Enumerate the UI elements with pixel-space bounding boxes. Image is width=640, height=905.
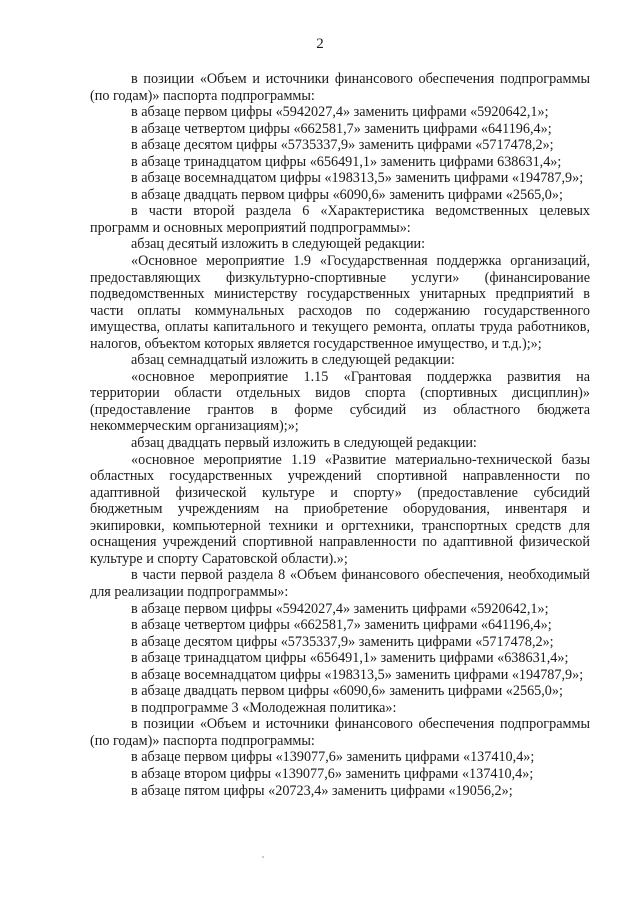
paragraph: в части первой раздела 8 «Объем финансового обеспечения, необходимый для реализации подпрограммы»:: [90, 567, 590, 600]
paragraph: в абзаце первом цифры «5942027,4» заменить цифрами «5920642,1»;: [131, 600, 549, 617]
paragraph: в абзаце четвертом цифры «662581,7» заменить цифрами «641196,4»;: [131, 617, 552, 634]
paragraph: в абзаце четвертом цифры «662581,7» заменить цифрами «641196,4»;: [131, 120, 552, 137]
paragraph: «Основное мероприятие 1.9 «Государственная поддержка организаций, предоставляющих физкультурно-спортивные услуги» (финансирование подведомственных министерству государственных унитарных предприятий в части оплаты коммунальных расходов по содержанию государственного имущества, оплаты капитального и текущего ремонта, оплаты труда работников, налогов, объектом которых является государственное имущество, и т.д.);»;: [90, 253, 590, 352]
paragraph: в абзаце двадцать первом цифры «6090,6» заменить цифрами «2565,0»;: [131, 186, 563, 203]
paragraph: в абзаце десятом цифры «5735337,9» заменить цифрами «5717478,2»;: [131, 633, 554, 650]
paragraph: в позиции «Объем и источники финансового обеспечения подпрограммы (по годам)» паспорта подпрограммы:: [90, 71, 590, 104]
paragraph: в абзаце двадцать первом цифры «6090,6» заменить цифрами «2565,0»;: [131, 683, 563, 700]
page-number: 2: [316, 36, 324, 52]
document-body: [90, 71, 590, 799]
paragraph: в абзаце втором цифры «139077,6» заменить цифрами «137410,4»;: [131, 765, 534, 782]
paragraph: в абзаце первом цифры «5942027,4» заменить цифрами «5920642,1»;: [131, 104, 549, 121]
paragraph: в части второй раздела 6 «Характеристика ведомственных целевых программ и основных мероприятий подпрограммы»:: [90, 203, 590, 236]
paragraph: в позиции «Объем и источники финансового обеспечения подпрограммы (по годам)» паспорта подпрограммы:: [90, 716, 590, 749]
paragraph: абзац десятый изложить в следующей редакции:: [131, 236, 426, 253]
paragraph: в абзаце пятом цифры «20723,4» заменить цифрами «19056,2»;: [131, 782, 513, 799]
paragraph: в подпрограмме 3 «Молодежная политика»:: [131, 699, 397, 716]
paragraph: в абзаце десятом цифры «5735337,9» заменить цифрами «5717478,2»;: [131, 137, 554, 154]
scan-speck: [262, 856, 264, 858]
paragraph: «основное мероприятие 1.19 «Развитие материально-технической базы областных государственных учреждений спортивной направленности по адаптивной физической культуре и спорту» (предоставление субсидий бюджетным учреждениям на приобретение оборудования, инвентаря и экипировки, компьютерной техники и оргтехники, транспортных средств для оснащения учреждений спортивной направленности по адаптивной физической культуре и спорту Саратовской области).»;: [90, 451, 590, 567]
paragraph: «основное мероприятие 1.15 «Грантовая поддержка развития на территории области отдельных видов спорта (спортивных дисциплин)» (предоставление грантов в форме субсидий из областного бюджета некоммерческим организациям);»;: [90, 368, 590, 435]
paragraph: абзац семнадцатый изложить в следующей редакции:: [131, 352, 455, 369]
paragraph: в абзаце тринадцатом цифры «656491,1» заменить цифрами 638631,4»;: [131, 153, 562, 170]
paragraph: в абзаце восемнадцатом цифры «198313,5» заменить цифрами «194787,9»;: [131, 666, 584, 683]
paragraph: абзац двадцать первый изложить в следующей редакции:: [131, 435, 477, 452]
paragraph: в абзаце тринадцатом цифры «656491,1» заменить цифрами «638631,4»;: [131, 650, 569, 667]
paragraph: в абзаце первом цифры «139077,6» заменить цифрами «137410,4»;: [131, 749, 535, 766]
paragraph: в абзаце восемнадцатом цифры «198313,5» заменить цифрами «194787,9»;: [131, 170, 584, 187]
